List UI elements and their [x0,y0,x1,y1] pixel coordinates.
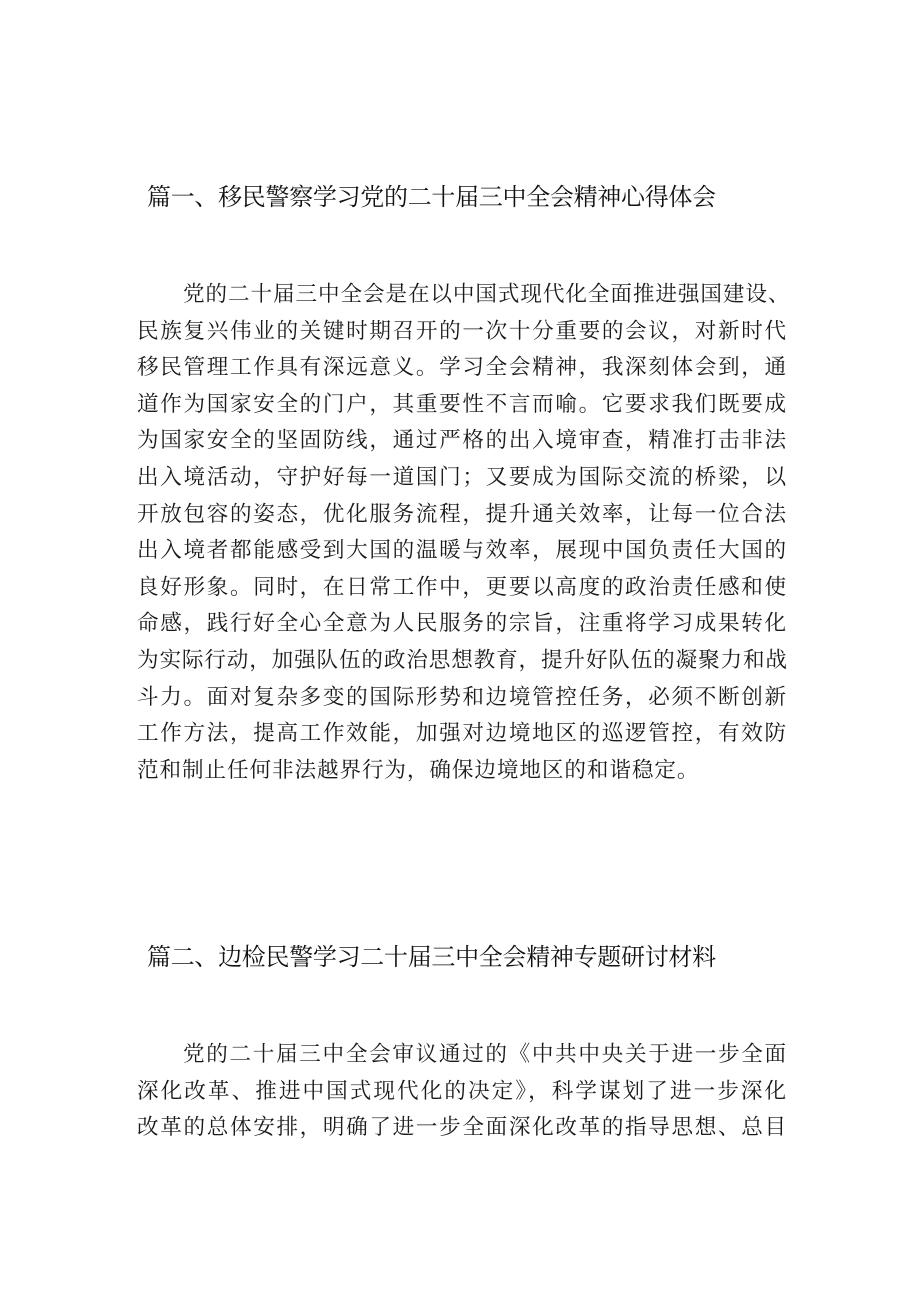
paragraph-line: 改革的总体安排，明确了进一步全面深化改革的指导思想、总目 [137,1115,787,1141]
paragraph-line: 党的二十届三中全会是在以中国式现代化全面推进强国建设、 [183,282,791,307]
paragraph-line: 工作方法，提高工作效能，加强对边境地区的巡逻管控，有效防 [137,721,787,747]
paragraph-line: 良好形象。同时，在日常工作中，更要以高度的政治责任感和使 [137,574,787,600]
paragraph-line: 党的二十届三中全会审议通过的《中共中央关于进一步全面 [183,1042,787,1067]
paragraph-line: 为国家安全的坚固防线，通过严格的出入境审查，精准打击非法 [137,428,787,454]
paragraph-line: 开放包容的姿态，优化服务流程，提升通关效率，让每一位合法 [137,501,787,527]
paragraph-line: 深化改革、推进中国式现代化的决定》，科学谋划了进一步深化 [137,1078,787,1104]
paragraph-line: 斗力。面对复杂多变的国际形势和边境管控任务，必须不断创新 [137,684,787,710]
section-2-paragraph [137,1037,787,1147]
paragraph-line: 民族复兴伟业的关键时期召开的一次十分重要的会议，对新时代 [137,318,787,344]
paragraph-line: 为实际行动，加强队伍的政治思想教育，提升好队伍的凝聚力和战 [137,647,787,673]
paragraph-line: 范和制止任何非法越界行为，确保边境地区的和谐稳定。 [137,757,700,783]
paragraph-line: 出入境活动，守护好每一道国门；又要成为国际交流的桥梁，以 [137,464,787,490]
paragraph-line: 移民管理工作具有深远意义。学习全会精神，我深刻体会到，通 [137,355,787,381]
section-heading-2: 篇二、边检民警学习二十届三中全会精神专题研讨材料 [147,943,716,971]
section-heading-1: 篇一、移民警察学习党的二十届三中全会精神心得体会 [147,183,716,211]
paragraph-line: 命感，践行好全心全意为人民服务的宗旨，注重将学习成果转化 [137,611,787,637]
section-1-paragraph [137,277,791,789]
paragraph-line: 道作为国家安全的门户，其重要性不言而喻。它要求我们既要成 [137,391,787,417]
paragraph-line: 出入境者都能感受到大国的温暖与效率，展现中国负责任大国的 [137,538,787,564]
